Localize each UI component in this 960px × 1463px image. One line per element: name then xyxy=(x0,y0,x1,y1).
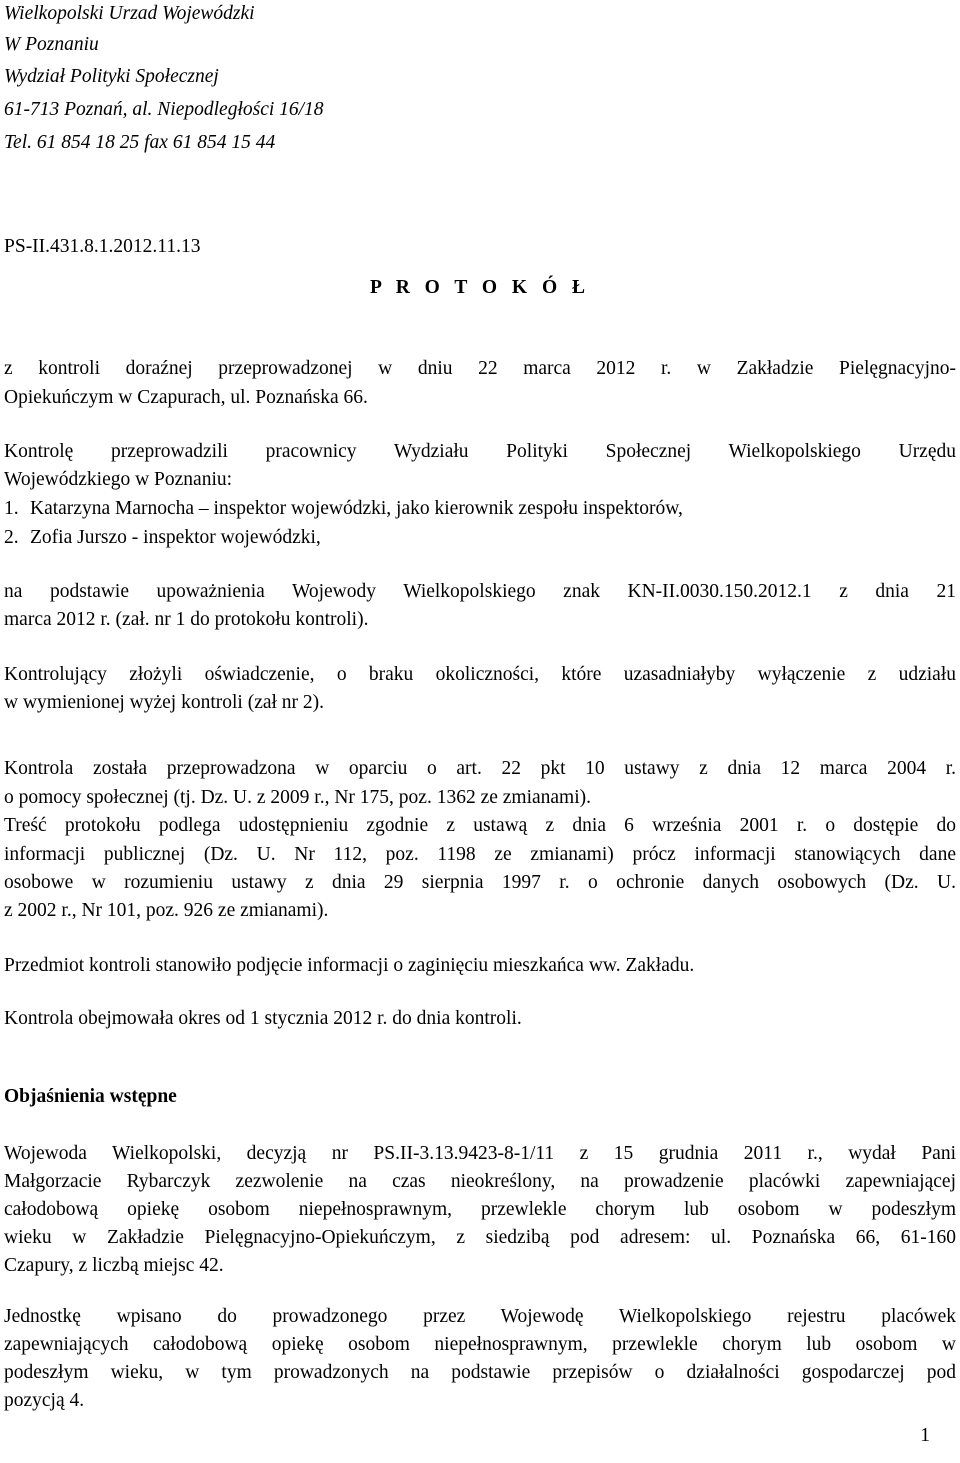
header-line-address: 61-713 Poznań, al. Niepodległości 16/18 xyxy=(4,99,324,120)
section-heading: Objaśnienia wstępne xyxy=(4,1086,177,1107)
header-line-department: Wydział Polityki Społecznej xyxy=(4,66,219,87)
authorization-line-2: marca 2012 r. (zał. nr 1 do protokołu kontroli). xyxy=(4,609,369,630)
para1-line-5: Czapury, z liczbą miejsc 42. xyxy=(4,1255,224,1276)
para2-line-3: podeszłym wieku, w tym prowadzonych na podstawie przepisów o działalności gospodarczej pod xyxy=(4,1362,956,1383)
para1-line-2: Małgorzacie Rybarczyk zezwolenie na czas nieokreślony, na prowadzenie placówki zapewniającej xyxy=(4,1171,956,1192)
legal-basis-line-5: osobowe w rozumieniu ustawy z dnia 29 sierpnia 1997 r. o ochronie danych osobowych (Dz. U. xyxy=(4,872,956,893)
inspector-item-2 xyxy=(4,524,321,552)
inspector-item-number: 1. xyxy=(4,498,19,519)
reference-number: PS-II.431.8.1.2012.11.13 xyxy=(4,236,201,257)
para1-line-4: wieku w Zakładzie Pielęgnacyjno-Opiekuńczym, z siedzibą pod adresem: ul. Poznańska 66, 61-160 xyxy=(4,1227,956,1248)
para1-line-3: całodobową opiekę osobom niepełnosprawnym, przewlekle chorym lub osobom w podeszłym xyxy=(4,1199,956,1220)
inspectors-intro-line-1: Kontrolę przeprowadzili pracownicy Wydziału Polityki Społecznej Wielkopolskiego Urzędu xyxy=(4,441,956,462)
legal-basis-line-3: Treść protokołu podlega udostępnieniu zgodnie z ustawą z dnia 6 września 2001 r. o dostępie do xyxy=(4,815,956,836)
legal-basis-line-4: informacji publicznej (Dz. U. Nr 112, poz. 1198 ze zmianami) prócz informacji stanowiących dane xyxy=(4,844,956,865)
intro-line-1: z kontroli doraźnej przeprowadzonej w dniu 22 marca 2012 r. w Zakładzie Pielęgnacyjno- xyxy=(4,358,956,379)
page-number: 1 xyxy=(920,1425,930,1446)
header-line-city: W Poznaniu xyxy=(4,34,99,55)
authorization-line-1: na podstawie upoważnienia Wojewody Wielkopolskiego znak KN-II.0030.150.2012.1 z dnia 21 xyxy=(4,581,956,602)
document-title: P R O T O K Ó Ł xyxy=(369,277,591,298)
para2-line-1: Jednostkę wpisano do prowadzonego przez Wojewodę Wielkopolskiego rejestru placówek xyxy=(4,1306,956,1327)
inspector-item-text: Katarzyna Marnocha – inspektor wojewódzki, jako kierownik zespołu inspektorów, xyxy=(30,498,683,519)
control-subject: Przedmiot kontroli stanowiło podjęcie informacji o zaginięciu mieszkańca ww. Zakładu. xyxy=(4,955,695,976)
para2-line-4: pozycją 4. xyxy=(4,1390,85,1411)
declaration-line-2: w wymienionej wyżej kontroli (zał nr 2). xyxy=(4,692,325,713)
header-line-phone: Tel. 61 854 18 25 fax 61 854 15 44 xyxy=(4,132,276,153)
declaration-line-1: Kontrolujący złożyli oświadczenie, o braku okoliczności, które uzasadniałyby wyłączenie z udziału xyxy=(4,664,956,685)
inspector-item-text: Zofia Jurszo - inspektor wojewódzki, xyxy=(30,527,321,548)
header-line-office: Wielkopolski Urzad Wojewódzki xyxy=(4,3,255,24)
legal-basis-line-2: o pomocy społecznej (tj. Dz. U. z 2009 r., Nr 175, poz. 1362 ze zmianami). xyxy=(4,787,592,808)
legal-basis-line-1: Kontrola została przeprowadzona w oparciu o art. 22 pkt 10 ustawy z dnia 12 marca 2004 r. xyxy=(4,758,956,779)
para2-line-2: zapewniających całodobową opiekę osobom niepełnosprawnym, przewlekle chorym lub osobom w xyxy=(4,1334,956,1355)
inspectors-intro-line-2: Wojewódzkiego w Poznaniu: xyxy=(4,469,233,490)
inspector-item-number: 2. xyxy=(4,527,19,548)
legal-basis-line-6: z 2002 r., Nr 101, poz. 926 ze zmianami). xyxy=(4,900,329,921)
para1-line-1: Wojewoda Wielkopolski, decyzją nr PS.II-3.13.9423-8-1/11 z 15 grudnia 2011 r., wydał Pani xyxy=(4,1143,956,1164)
intro-line-2: Opiekuńczym w Czapurach, ul. Poznańska 66. xyxy=(4,387,368,408)
control-period: Kontrola obejmowała okres od 1 stycznia 2012 r. do dnia kontroli. xyxy=(4,1008,522,1029)
inspector-item-1 xyxy=(4,495,683,523)
